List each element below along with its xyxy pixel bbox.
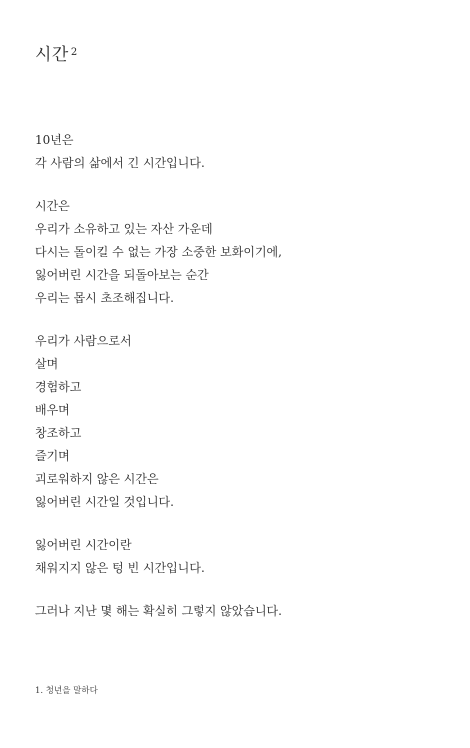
poem-line: 우리가 사람으로서 xyxy=(35,334,132,348)
poem-line: 잃어버린 시간이란 xyxy=(35,538,132,552)
poem-line: 각 사람의 삶에서 긴 시간입니다. xyxy=(35,156,205,170)
poem-line: 다시는 돌이킬 수 없는 가장 소중한 보화이기에, xyxy=(35,245,282,259)
footnote-marker: 2 xyxy=(70,47,78,58)
stanza-1 xyxy=(35,129,445,175)
poem-line: 경험하고 xyxy=(35,380,82,394)
poem-line: 배우며 xyxy=(35,403,70,417)
poem-line: 10년은 xyxy=(35,133,74,147)
stanza-2 xyxy=(35,195,445,310)
poem-line: 창조하고 xyxy=(35,426,82,440)
footnote: 1. 청년을 말하다 xyxy=(35,686,98,696)
poem-line: 잃어버린 시간일 것입니다. xyxy=(35,495,174,509)
poem-line: 시간은 xyxy=(35,199,70,213)
title-text: 시간 xyxy=(35,45,69,65)
poem-line: 잃어버린 시간을 되돌아보는 순간 xyxy=(35,268,209,282)
stanza-3 xyxy=(35,330,445,514)
stanza-4 xyxy=(35,534,445,580)
poem-line: 우리는 몹시 초조해집니다. xyxy=(35,291,174,305)
poem-line: 우리가 소유하고 있는 자산 가운데 xyxy=(35,222,213,236)
poem-body xyxy=(35,129,445,643)
poem-line: 그러나 지난 몇 해는 확실히 그렇지 않았습니다. xyxy=(35,604,282,618)
poem-line: 괴로워하지 않은 시간은 xyxy=(35,472,159,486)
stanza-5 xyxy=(35,600,445,623)
poem-line: 즐기며 xyxy=(35,449,70,463)
page-title xyxy=(35,44,78,66)
poem-line: 살며 xyxy=(35,357,59,371)
poem-line: 채워지지 않은 텅 빈 시간입니다. xyxy=(35,561,205,575)
